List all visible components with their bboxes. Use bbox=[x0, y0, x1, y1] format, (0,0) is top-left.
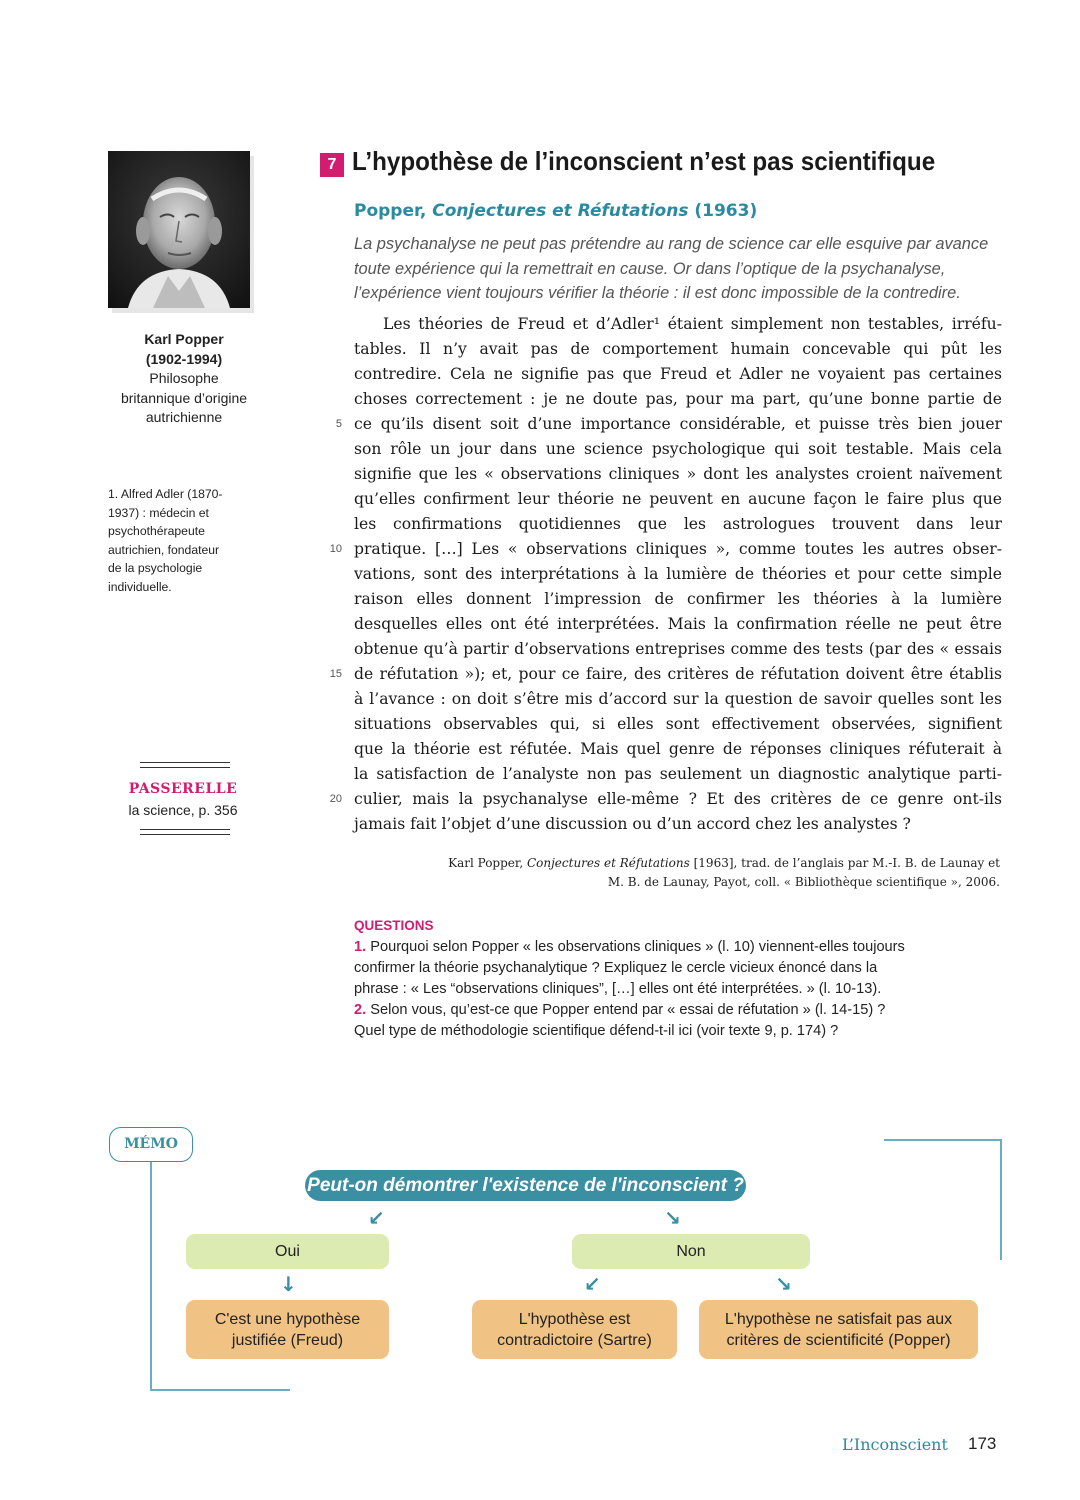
text-line: culier, mais la psychanalyse elle-même ? Et des critères de ce genre ont-ils bbox=[354, 790, 1002, 808]
line-number: 20 bbox=[329, 793, 342, 805]
intro-summary: La psychanalyse ne peut pas prétendre au rang de science car elle esquive par avance toute expérience qui la remettrait en cause. Or dans l’optique de la psychanalyse, l’expérience vient toujours vérifier la théorie : il est donc impossible de la contredire. bbox=[354, 235, 989, 302]
arrow-down-left-icon: ↙ bbox=[584, 1272, 601, 1296]
citation-translation: [1963], trad. de l’anglais par M.-I. B. de Launay et bbox=[689, 856, 1000, 870]
section-number: 7 bbox=[320, 153, 344, 177]
memo-frame-top bbox=[884, 1139, 1002, 1141]
question-2-line: Quel type de méthodologie scientifique défend-t-il ici (voir texte 9, p. 174) ? bbox=[354, 1023, 839, 1039]
author: Popper, bbox=[354, 201, 433, 221]
page-title: L’hypothèse de l’inconscient n’est pas scientifique bbox=[352, 146, 936, 176]
work-title: Conjectures et Réfutations bbox=[432, 201, 689, 221]
text-line: à l’avance : on doit s’être mis d’accord sur la question de savoir quelles sont les bbox=[354, 690, 1002, 708]
passerelle-link[interactable]: la science, p. 356 bbox=[128, 802, 238, 818]
question-1-line: phrase : « Les “observations cliniques”, […] elles ont été interprétées. » (l. 10-13). bbox=[354, 981, 882, 997]
conclusion-text: justifiée (Freud) bbox=[231, 1331, 344, 1349]
conclusion-sartre bbox=[472, 1300, 677, 1359]
text-line: son rôle un jour dans une science psychologique qui soit testable. Mais cela bbox=[354, 440, 1002, 458]
answer-oui: Oui bbox=[186, 1234, 389, 1269]
citation-line-1 bbox=[360, 854, 1000, 873]
citation-author: Karl Popper, bbox=[448, 856, 527, 870]
question-2-number: 2. bbox=[354, 1002, 367, 1018]
passerelle-divider-top bbox=[140, 762, 230, 768]
footnote-line: psychothérapeute bbox=[108, 524, 205, 539]
source-heading bbox=[354, 201, 757, 221]
footnote-line: autrichien, fondateur bbox=[108, 542, 220, 557]
conclusion-text: L'hypothèse est bbox=[518, 1310, 631, 1328]
text-line: signifie que les « observations cliniques » dont les analystes croient naïvement bbox=[354, 465, 1002, 483]
question-1-text: Pourquoi selon Popper « les observations cliniques » (l. 10) viennent-elles toujours bbox=[366, 939, 905, 955]
caption-role-2: britannique d’origine bbox=[120, 389, 248, 406]
text-line: les confirmations quotidiennes que les astrologues trouvent dans leur bbox=[354, 515, 1002, 533]
portrait-caption bbox=[100, 330, 268, 428]
portrait-image bbox=[108, 151, 250, 308]
line-number: 15 bbox=[329, 668, 342, 680]
question-2-line bbox=[354, 1000, 1014, 1021]
text-line: obtenue qu’à partir d’observations entreprises comme des tests (par des « essais bbox=[354, 640, 1002, 658]
text-line: jamais fait l’objet d’une discussion ou d’un accord chez les analystes ? bbox=[354, 815, 911, 833]
text-line: que la théorie est réfutée. Mais quel genre de réponses cliniques réfuterait à bbox=[354, 740, 1002, 758]
year: (1963) bbox=[688, 201, 758, 221]
text-line: pratique. […] Les « observations cliniques », comme toutes les autres obser- bbox=[354, 540, 1002, 558]
memo-frame-bottom bbox=[150, 1389, 290, 1391]
text-line: tables. Il n’y avait pas de comportement humain concevable qui pût les bbox=[354, 340, 1002, 358]
footnote-line: 1. Alfred Adler (1870- bbox=[108, 487, 223, 501]
text-line: ce qu’ils disent soit d’une importance considérable, et puisse très bien jouer bbox=[354, 415, 1002, 433]
arrow-down-left-icon: ↙ bbox=[368, 1206, 385, 1230]
line-number: 5 bbox=[335, 418, 342, 430]
question-1-line bbox=[354, 937, 1014, 958]
arrow-down-right-icon: ↘ bbox=[664, 1206, 681, 1230]
answer-non: Non bbox=[572, 1234, 810, 1269]
memo-frame-left bbox=[150, 1160, 152, 1390]
conclusion-popper bbox=[699, 1300, 978, 1359]
conclusion-text: critères de scientificité (Popper) bbox=[726, 1331, 951, 1349]
line-number: 10 bbox=[329, 543, 342, 555]
text-line: Les théories de Freud et d’Adler¹ étaient simplement non testables, irréfu- bbox=[383, 315, 1002, 333]
text-line: situations observables qui, si elles sont effectivement observées, signifient bbox=[354, 715, 1002, 733]
page-number: 173 bbox=[968, 1434, 997, 1453]
text-line: vations, sont des interprétations à la lumière de théories et pour cette simple bbox=[354, 565, 1002, 583]
caption-role-1: Philosophe bbox=[149, 370, 219, 386]
text-line: raison elles donnent l’impression de confirmer les théories à la lumière bbox=[354, 590, 1002, 608]
question-1-number: 1. bbox=[354, 939, 367, 955]
text-line: qu’elles confirment leur théorie ne peuvent en aucune façon le faire plus que bbox=[354, 490, 1002, 508]
text-line: desquelles elles ont été interprétées. Mais la confirmation réelle ne peut être bbox=[354, 615, 1002, 633]
passerelle-title: PASSERELLE bbox=[128, 781, 238, 797]
caption-role-3: autrichienne bbox=[145, 409, 223, 425]
conclusion-freud bbox=[186, 1300, 389, 1359]
text-line: de réfutation »); et, pour ce faire, des critères de réfutation doivent être établis bbox=[354, 665, 1002, 683]
footer-chapter: L’Inconscient bbox=[842, 1435, 948, 1454]
memo-frame-right bbox=[1000, 1139, 1002, 1260]
footnote bbox=[108, 485, 258, 597]
citation-line-2: M. B. de Launay, Payot, coll. « Bibliothèque scientifique », 2006. bbox=[607, 875, 1000, 889]
footnote-line: individuelle. bbox=[108, 579, 172, 594]
portrait-photo bbox=[108, 151, 250, 308]
arrow-down-right-icon: ↘ bbox=[775, 1272, 792, 1296]
citation-work: Conjectures et Réfutations bbox=[526, 856, 690, 870]
text-line: choses correctement : je ne doute pas, pour ma part, qu’une bonne partie de bbox=[354, 390, 1002, 408]
text-line: la satisfaction de l’analyste non pas seulement un diagnostic analytique parti- bbox=[354, 765, 1002, 783]
conclusion-text: C'est une hypothèse bbox=[214, 1310, 361, 1328]
memo-question: Peut-on démontrer l'existence de l'inconscient ? bbox=[305, 1170, 746, 1201]
footnote-line: de la psychologie bbox=[108, 561, 203, 576]
question-2-text: Selon vous, qu’est-ce que Popper entend par « essai de réfutation » (l. 14-15) ? bbox=[366, 1002, 886, 1018]
arrow-down-icon: ↓ bbox=[280, 1272, 297, 1296]
memo-badge: MÉMO bbox=[109, 1127, 193, 1162]
conclusion-text: L'hypothèse ne satisfait pas aux bbox=[724, 1310, 953, 1328]
caption-dates: (1902-1994) bbox=[145, 350, 223, 367]
text-line: contredire. Cela ne signifie pas que Freud et Adler ne voyaient pas certaines bbox=[354, 365, 1002, 383]
questions-heading: QUESTIONS bbox=[354, 918, 434, 933]
question-1-line: confirmer la théorie psychanalytique ? Expliquez le cercle vicieux énoncé dans la bbox=[354, 960, 878, 976]
passerelle-divider-bottom bbox=[140, 829, 230, 835]
conclusion-text: contradictoire (Sartre) bbox=[497, 1331, 652, 1349]
caption-name: Karl Popper bbox=[144, 331, 224, 347]
footnote-line: 1937) : médecin et bbox=[108, 505, 209, 520]
